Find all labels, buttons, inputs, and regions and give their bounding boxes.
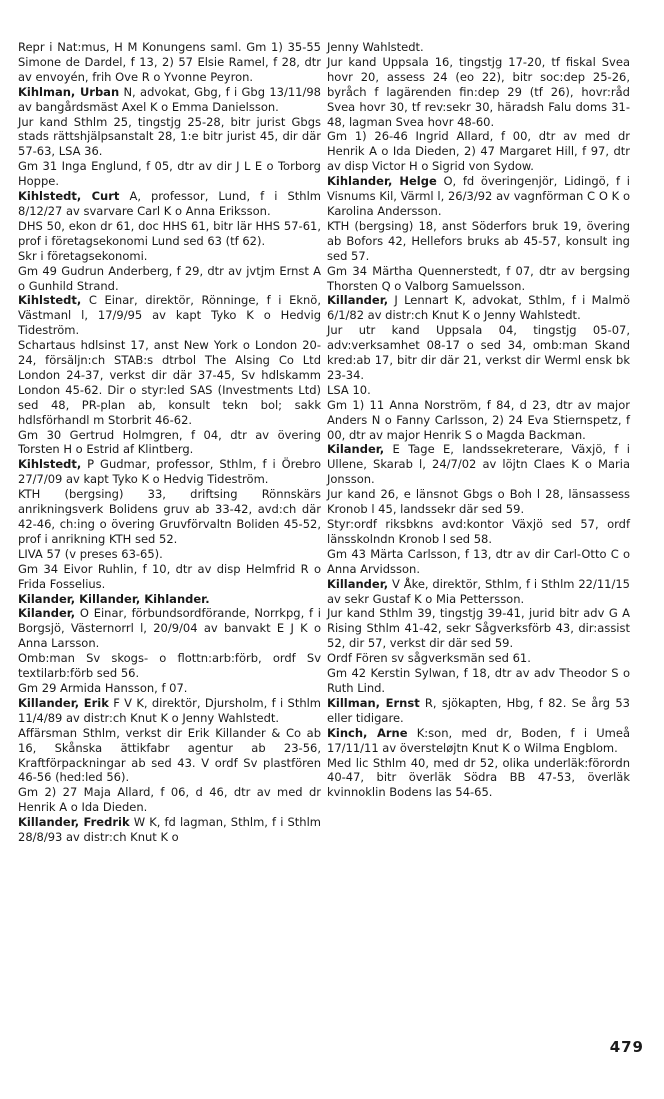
entry-text: Gm 34 Märtha Quennerstedt, f 07, dtr av bergsing Thorsten Q o Valborg Samuelsson.	[327, 263, 630, 293]
entry-paragraph	[18, 159, 321, 189]
entry-text: V Åke, direktör, Sthlm, f i Sthlm 22/11/15 av sekr Gustaf K o Mia Pettersson.	[327, 576, 630, 606]
entry-paragraph	[327, 398, 630, 443]
entry-text: F V K, direktör, Djursholm, f i Sthlm 11/4/89 av distr:ch Knut K o Jenny Wahlstedt.	[18, 695, 322, 725]
entry-paragraph	[327, 577, 630, 607]
entry-paragraph	[327, 606, 630, 651]
entry-paragraph	[18, 815, 321, 845]
entry-text: Jur kand 26, e länsnot Gbgs o Boh l 28, länsassess Kronob l 45, landssekr där sed 59.	[327, 487, 630, 517]
entry-text: DHS 50, ekon dr 61, doc HHS 61, bitr lär HHS 57-61, prof i företagsekonomi Lund sed 63 (tf 62).	[18, 218, 321, 248]
entry-text: Jur utr kand Uppsala 04, tingstjg 05-07, adv:verksamhet 08-17 o sed 34, omb:man Skand kred:ab 17, bitr dir där 21, verkst dir Werml ensk bk 23-34.	[327, 323, 630, 382]
entry-name: Killander, Erik	[18, 695, 109, 710]
entry-text: KTH (bergsing) 33, driftsing Rönnskärs anrikningsverk Bolidens gruv ab 33-42, avd:ch där 42-46, ch:ing o övering Gruvförvaltn Boliden 45-52, prof i anrikning KTH sed 52.	[18, 487, 321, 546]
entry-text: Jenny Wahlstedt.	[327, 40, 424, 54]
entry-text: Gm 34 Eivor Ruhlin, f 10, dtr av disp Helmfrid R o Frida Fosselius.	[18, 561, 321, 591]
entry-text: E Tage E, landssekreterare, Växjö, f i Ullene, Skarab l, 24/7/02 av löjtn Claes K o Maria Jonsson.	[327, 442, 630, 487]
entry-name: Kilander,	[327, 442, 385, 457]
entry-paragraph	[18, 785, 321, 815]
entry-name: Kihlstedt,	[18, 293, 82, 308]
entry-text: Gm 31 Inga Englund, f 05, dtr av dir J L E o Torborg Hoppe.	[18, 159, 321, 189]
entry-paragraph	[18, 293, 321, 338]
entry-paragraph	[327, 487, 630, 517]
entry-paragraph	[327, 219, 630, 264]
entry-text: Styr:ordf riksbkns avd:kontor Växjö sed 57, ordf länsskolndn Kronob l sed 58.	[327, 517, 630, 546]
entry-paragraph	[327, 547, 630, 577]
entry-text: Med lic Sthlm 40, med dr 52, olika underläk:förordn 40-47, bitr överläk Södra BB 47-53, överläk kvinnoklin Bodens las 54-65.	[327, 755, 630, 800]
entry-name: Kinch, Arne	[327, 725, 408, 740]
entry-text: P Gudmar, professor, Sthlm, f i Örebro 27/7/09 av kapt Tyko K o Hedvig Tideström.	[18, 457, 321, 487]
entry-text: Affärsman Sthlm, verkst dir Erik Killander & Co ab 16, Skånska ättikfabr agentur ab 23-56, Kraftförpackningar ab sed 43. V ordf Sv plastfören 46-56 (hed:led 56).	[18, 725, 321, 785]
entry-text: R, sjökapten, Hbg, f 82. Se årg 53 eller tidigare.	[327, 695, 630, 725]
entry-text: Ordf Fören sv sågverksmän sed 61.	[327, 651, 531, 666]
entry-paragraph	[18, 115, 321, 160]
entry-name: Killman, Ernst	[327, 695, 420, 710]
entry-paragraph	[18, 592, 321, 607]
entry-text: LSA 10.	[327, 382, 371, 397]
entry-paragraph	[18, 40, 321, 85]
entry-text: O, fd överingenjör, Lidingö, f i Visnums Kil, Värml l, 26/3/92 av vagnförman C O K o Karolina Andersson.	[327, 174, 630, 218]
entry-paragraph	[327, 264, 630, 294]
entry-text: Gm 42 Kerstin Sylwan, f 18, dtr av adv Theodor S o Ruth Lind.	[327, 666, 630, 695]
entry-text: Gm 2) 27 Maja Allard, f 06, d 46, dtr av med dr Henrik A o Ida Dieden.	[18, 785, 321, 815]
entry-paragraph	[327, 517, 630, 547]
entry-name: Kilander, Killander, Kihlander.	[18, 591, 210, 606]
entry-paragraph	[18, 264, 321, 294]
entry-paragraph	[327, 666, 630, 696]
entry-text: Schartaus hdlsinst 17, anst New York o London 20-24, försäljn:ch STAB:s dtrbol The Alsing Co Ltd London 24-37, verkst dir där 37-45, Sv hdlskamm London 45-62. Dir o styr:led SAS (Investments Ltd) sed 48, PR-plan ab, konsult tekn bol; sakk hdlsförhandl m Storbrit 46-62.	[18, 338, 321, 427]
entry-paragraph	[327, 174, 630, 219]
entry-paragraph	[18, 606, 321, 651]
entry-name: Killander, Fredrik	[18, 815, 130, 830]
entry-text: Gm 1) 11 Anna Norström, f 84, d 23, dtr av major Anders N o Fanny Carlsson, 2) 24 Eva Stiernspetz, f 00, dtr av major Henrik S o Magda Backman.	[327, 397, 630, 442]
entry-text: Gm 1) 26-46 Ingrid Allard, f 00, dtr av med dr Henrik A o Ida Dieden, 2) 47 Margaret Hill, f 97, dtr av disp Victor H o Sigrid von Sydow.	[327, 129, 630, 174]
entry-text: Jur kand Sthlm 25, tingstjg 25-28, bitr jurist Gbgs stads rättshjälpsanstalt 28, 1:e bitr jurist 45, dir där 57-63, LSA 36.	[18, 114, 321, 159]
entry-text: Gm 43 Märta Carlsson, f 13, dtr av dir Carl-Otto C o Anna Arvidsson.	[327, 546, 630, 576]
entry-paragraph	[18, 85, 321, 115]
entry-paragraph	[327, 696, 630, 726]
entry-text: J Lennart K, advokat, Sthlm, f i Malmö 6/1/82 av distr:ch Knut K o Jenny Wahlstedt.	[327, 293, 630, 323]
entry-paragraph	[18, 562, 321, 592]
entry-paragraph	[18, 696, 321, 726]
entry-paragraph	[18, 338, 321, 427]
entry-name: Killander,	[327, 293, 389, 308]
entry-paragraph	[18, 547, 321, 562]
entry-paragraph	[327, 129, 630, 174]
entry-paragraph	[18, 726, 321, 786]
entry-paragraph	[18, 249, 321, 264]
entry-text: Gm 29 Armida Hansson, f 07.	[18, 680, 188, 695]
entry-paragraph	[327, 726, 630, 756]
entry-text: A, professor, Lund, f i Sthlm 8/12/27 av svarvare Carl K o Anna Eriksson.	[18, 189, 321, 218]
entry-paragraph	[327, 55, 630, 130]
entry-paragraph	[327, 383, 630, 398]
entry-text: C Einar, direktör, Rönninge, f i Eknö, Västmanl l, 17/9/95 av kapt Tyko K o Hedvig Tideström.	[18, 293, 321, 338]
entry-text: LIVA 57 (v preses 63-65).	[18, 546, 163, 561]
entry-text: Gm 30 Gertrud Holmgren, f 04, dtr av övering Torsten H o Estrid af Klintberg.	[18, 427, 321, 457]
entry-text: KTH (bergsing) 18, anst Söderfors bruk 19, övering ab Bofors 42, Hellefors bruks ab 45-57, konsult ing sed 57.	[327, 218, 630, 263]
left-column	[18, 40, 321, 845]
page-number: 479	[609, 1038, 644, 1056]
entry-text: N, advokat, Gbg, f i Gbg 13/11/98 av bangårdsmäst Axel K o Emma Danielsson.	[18, 84, 321, 114]
entry-name: Kihlstedt,	[18, 457, 82, 472]
entry-paragraph	[18, 681, 321, 696]
entry-paragraph	[18, 651, 321, 681]
entry-paragraph	[18, 457, 321, 487]
entry-text: Repr i Nat:mus, H M Konungens saml. Gm 1) 35-55 Simone de Dardel, f 13, 2) 57 Elsie Ramel, f 28, dtr av envoyén, frih Ove R o Yvonne Peyron.	[18, 40, 321, 84]
entry-paragraph	[327, 756, 630, 801]
entry-text: W K, fd lagman, Sthlm, f i Sthlm 28/8/93 av distr:ch Knut K o	[18, 815, 321, 845]
entry-name: Killander,	[327, 576, 389, 591]
entry-text: Jur kand Sthlm 39, tingstjg 39-41, jurid bitr adv G A Rising Sthlm 41-42, sekr Sågverksförb 43, dir:assist 52, dir 57, verkst dir där sed 59.	[327, 606, 630, 651]
entry-paragraph	[18, 219, 321, 249]
entry-paragraph	[327, 293, 630, 323]
entry-paragraph	[18, 487, 321, 547]
entry-text: Omb:man Sv skogs- o flottn:arb:förb, ordf Sv textilarb:förb sed 56.	[18, 651, 321, 681]
entry-paragraph	[327, 442, 630, 487]
entry-name: Kilander,	[18, 606, 76, 621]
entry-text: O Einar, förbundsordförande, Norrkpg, f i Borgsjö, Västernorrl l, 20/9/04 av banvakt E J K o Anna Larsson.	[18, 606, 321, 651]
right-column	[327, 40, 630, 800]
entry-text: Gm 49 Gudrun Anderberg, f 29, dtr av jvtjm Ernst A o Gunhild Strand.	[18, 263, 321, 293]
entry-paragraph	[327, 323, 630, 383]
entry-name: Kihlander, Helge	[327, 174, 437, 189]
entry-paragraph	[18, 428, 321, 458]
entry-text: Jur kand Uppsala 16, tingstjg 17-20, tf fiskal Svea hovr 20, assess 24 (eo 22), bitr soc:dep 25-26, byråch f lagärenden fin:dep 29 (tf 26), hovr:råd Svea hovr 30, tf rev:sekr 30, häradsh Falu doms 31-48, lagman Svea hovr 48-60.	[327, 54, 630, 129]
entry-text: Skr i företagsekonomi.	[18, 248, 148, 263]
entry-paragraph	[18, 189, 321, 219]
entry-name: Kihlman, Urban	[18, 84, 120, 99]
entry-paragraph	[327, 40, 630, 55]
entry-name: Kihlstedt, Curt	[18, 189, 120, 204]
entry-paragraph	[327, 651, 630, 666]
entry-text: K:son, med dr, Boden, f i Umeå 17/11/11 av översteløjtn Knut K o Wilma Engblom.	[327, 725, 630, 755]
